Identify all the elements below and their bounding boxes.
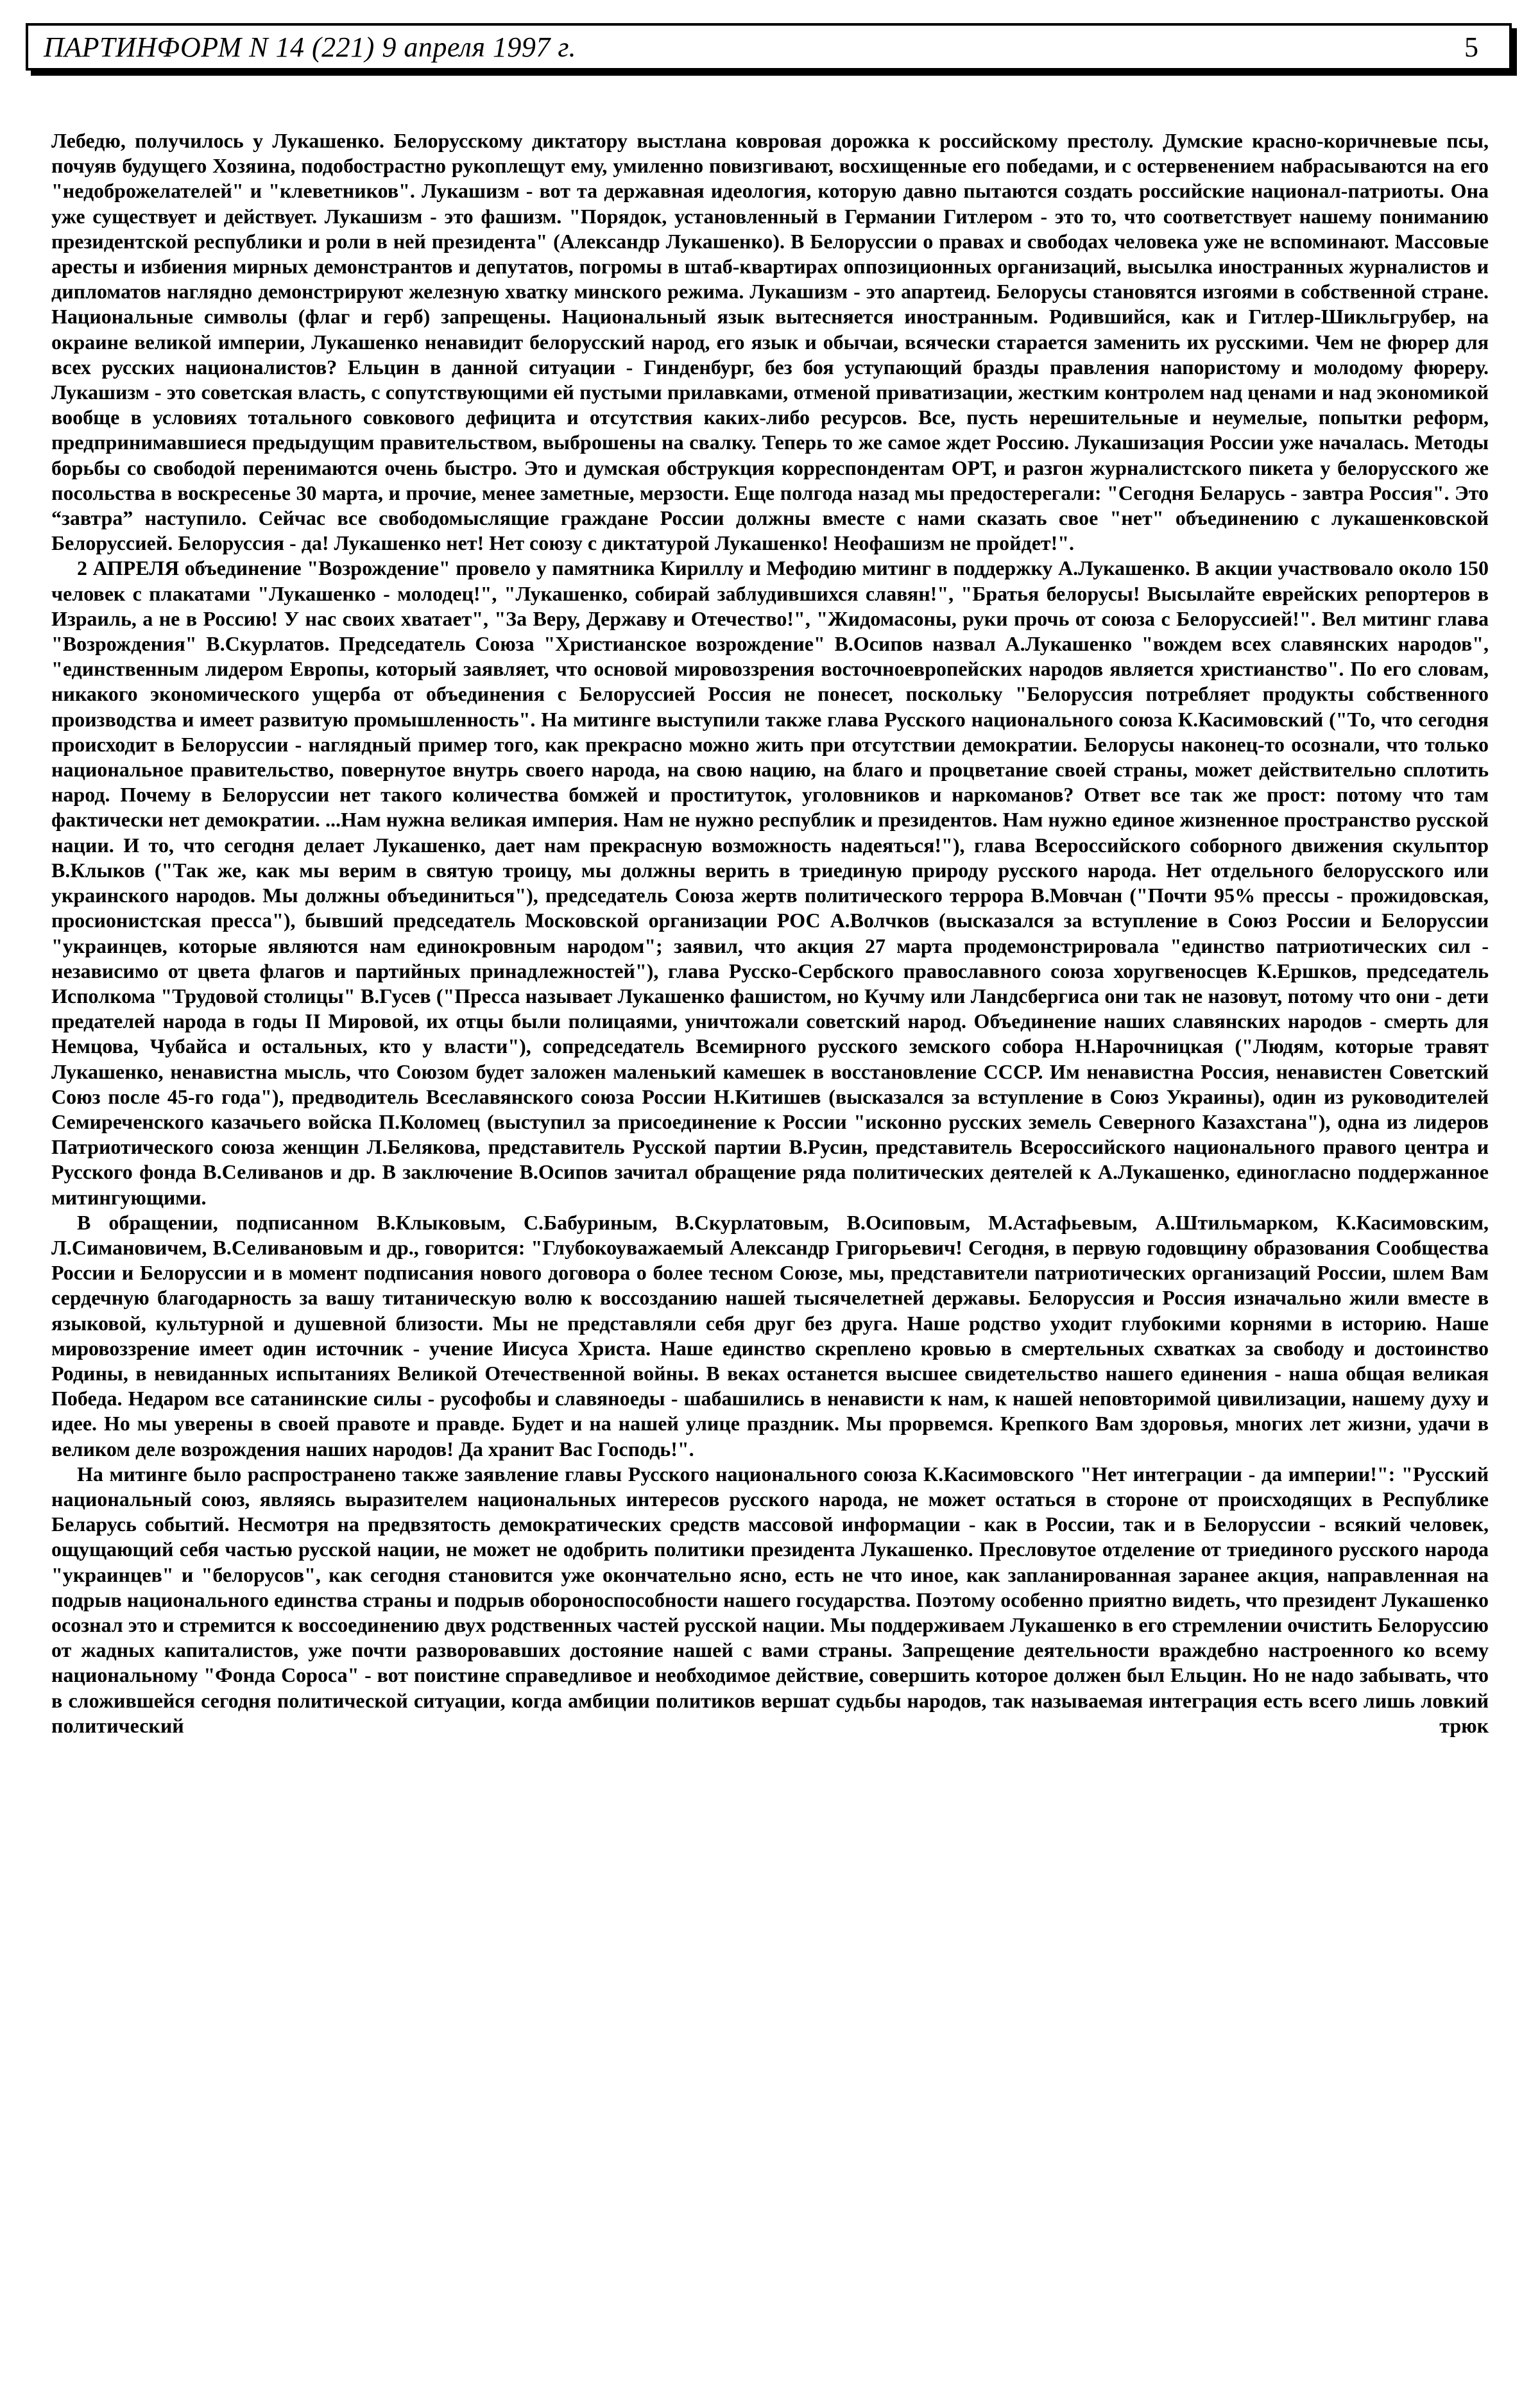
newspaper-title: ПАРТИНФОРМ N 14 (221) 9 апреля 1997 г. <box>44 31 576 63</box>
article-paragraph: В обращении, подписанном В.Клыковым, С.Бабуриным, В.Скурлатовым, В.Осиповым, М.Астафьевым, А.Штильмарком, К.Касимовским, Л.Симановичем, В.Селивановым и др., говорится: "Глубокоуважаемый Александр Григорьевич! Сегодня, в первую годовщину образования Сообщества России и Белоруссии и в момент подписания нового договора о более тесном Союзе, мы, представители патриотических организаций России, шлем Вам сердечную благодарность за вашу титаническую волю к воссозданию нашей тысячелетней державы. Белоруссия и Россия изначально жили вместе в языковой, культурной и душевной близости. Мы не представляли себя друг без друга. Наше родство уходит глубокими корнями в историю. Наше мировоззрение имеет один источник - учение Иисуса Христа. Наше единство скреплено кровью в смертельных схватках за свободу и достоинство Родины, в невиданных испытаниях Великой Отечественной войны. В веках останется высшее свидетельство нашего единения - наша общая великая Победа. Недаром все сатанинские силы - русофобы и славяноеды - шабашились в ненависти к нам, к нашей неповторимой цивилизации, нашему духу и идее. Но мы уверены в своей правоте и правде. Будет и на нашей улице праздник. Мы прорвемся. Крепкого Вам здоровья, многих лет жизни, удачи в великом деле возрождения наших народов! Да хранит Вас Господь!". <box>51 1210 1489 1461</box>
article-body <box>51 128 1489 2336</box>
article-paragraph: На митинге было распространено также заявление главы Русского национального союза К.Касимовского "Нет интеграции - да империи!": "Русский национальный союз, являясь выразителем национальных интересов русского народа, не может остаться в стороне от происходящих в Республике Беларусь событий. Несмотря на предвзятость демократических средств массовой информации - как в России, так и в Белоруссии - всякий человек, ощущающий себя частью русской нации, не может не одобрить политики президента Лукашенко. Пресловутое отделение от триединого русского народа "украинцев" и "белорусов", как сегодня становится уже окончательно ясно, есть не что иное, как запланированная заранее акция, направленная на подрыв национального единства страны и подрыв обороноспособности нашего государства. Поэтому особенно приятно видеть, что президент Лукашенко осознал это и стремится к воссоединению двух родственных частей русской нации. Мы поддерживаем Лукашенко в его стремлении очистить Белоруссию от жадных капиталистов, уже почти разворовавших достояние нашей с вами страны. Запрещение деятельности враждебно настроенного ко всему национальному "Фонда Сороса" - вот поистине справедливое и необходимое действие, совершить которое должен был Ельцин. Но не надо забывать, что в сложившейся сегодня политической ситуации, когда амбиции политиков вершат судьбы народов, так называемая интеграция есть всего лишь ловкий политический трюк <box>51 1462 1489 1737</box>
article-paragraph: Лебедю, получилось у Лукашенко. Белорусскому диктатору выстлана ковровая дорожка к российскому престолу. Думские красно-коричневые псы, почуяв будущего Хозяина, подобострастно рукоплещут ему, умиленно повизгивают, восхищенные его победами, и с остервенением набрасываются на его "недоброжелателей" и "клеветников". Лукашизм - вот та державная идеология, которую давно пытаются создать российские национал-патриоты. Она уже существует и действует. Лукашизм - это фашизм. "Порядок, установленный в Германии Гитлером - это то, что соответствует нашему пониманию президентской республики и роли в ней президента" (Александр Лукашенко). В Белоруссии о правах и свободах человека уже не вспоминают. Массовые аресты и избиения мирных демонстрантов и депутатов, погромы в штаб-квартирах оппозиционных организаций, высылка иностранных журналистов и дипломатов наглядно демонстрируют железную хватку минского режима. Лукашизм - это апартеид. Белорусы становятся изгоями в собственной стране. Национальные символы (флаг и герб) запрещены. Национальный язык вытесняется иностранным. Родившийся, как и Гитлер-Шикльгрубер, на окраине великой империи, Лукашенко ненавидит белорусский народ, его язык и обычаи, всячески старается заменить их русскими. Чем не фюрер для всех русских националистов? Ельцин в данной ситуации - Гинденбург, без боя уступающий бразды правления напористому и молодому фюреру. Лукашизм - это советская власть, с сопутствующими ей пустыми прилавками, отменой приватизации, жестким контролем над ценами и над экономикой вообще в условиях тотального совкового дефицита и отсутствия каких-либо ресурсов. Все, пусть нерешительные и неумелые, попытки реформ, предпринимавшиеся предыдущим правительством, выброшены на свалку. Теперь то же самое ждет Россию. Лукашизация России уже началась. Методы борьбы со свободой перенимаются очень быстро. Это и думская обструкция корреспондентам ОРТ, и разгон журналистского пикета у белорусского же посольства в воскресенье 30 марта, и прочие, менее заметные, мерзости. Еще полгода назад мы предостерегали: "Сегодня Беларусь - завтра Россия". Это “завтра” наступило. Сейчас все свободомыслящие граждане России должны вместе с нами сказать свое "нет" объединению с лукашенковской Белоруссией. Белоруссия - да! Лукашенко нет! Нет союзу с диктатурой Лукашенко! Неофашизм не пройдет!". <box>51 129 1489 555</box>
article-paragraph: 2 АПРЕЛЯ объединение "Возрождение" провело у памятника Кириллу и Мефодию митинг в поддержку А.Лукашенко. В акции участвовало около 150 человек с плакатами "Лукашенко - молодец!", "Лукашенко, собирай заблудившихся славян!", "Братья белорусы! Высылайте еврейских репортеров в Израиль, а не в Россию! У нас своих хватает", "За Веру, Державу и Отечество!", "Жидомасоны, руки прочь от союза с Белоруссией!". Вел митинг глава "Возрождения" В.Скурлатов. Председатель Союза "Христианское возрождение" В.Осипов назвал А.Лукашенко "вождем всех славянских народов", "единственным лидером Европы, который заявляет, что основой мировоззрения восточноевропейских народов является христианство". По его словам, никакого экономического ущерба от объединения с Белоруссией Россия не понесет, поскольку "Белоруссия потребляет продукты собственного производства и имеет развитую промышленность". На митинге выступили также глава Русского национального союза К.Касимовский ("То, что сегодня происходит в Белоруссии - наглядный пример того, как прекрасно можно жить при отсутствии демократии. Белорусы наконец-то осознали, что только национальное правительство, повернутое внутрь своего народа, на свою нацию, на благо и процветание своей страны, может действительно сплотить народ. Почему в Белоруссии нет такого количества бомжей и проституток, уголовников и наркоманов? Ответ все так же прост: потому что там фактически нет демократии. ...Нам нужна великая империя. Нам не нужно республик и президентов. Нам нужно единое жизненное пространство русской нации. И то, что сегодня делает Лукашенко, дает нам прекрасную возможность надеяться!"), глава Всероссийского соборного движения скульптор В.Клыков ("Так же, как мы верим в святую троицу, мы должны верить в триединую природу русского народа. Нет отдельного белорусского или украинского народов. Мы должны объединиться"), председатель Союза жертв политического террора В.Мовчан ("Почти 95% прессы - прожидовская, просионистская пресса"), бывший председатель Московской организации РОС А.Волчков (высказался за вступление в Союз России и Белоруссии "украинцев, которые являются нам единокровным народом"; заявил, что акция 27 марта продемонстрировала "единство патриотических сил - независимо от цвета флагов и партийных принадлежностей"), глава Русско-Сербского православного союза хоругвеносцев К.Ершков, председатель Исполкома "Трудовой столицы" В.Гусев ("Пресса называет Лукашенко фашистом, но Кучму или Ландсбергиса они так не назовут, потому что они - дети предателей народа в годы II Мировой, их отцы были полицаями, уничтожали советский народ. Объединение наших славянских народов - смерть для Немцова, Чубайса и остальных, кто у власти"), сопредседатель Всемирного русского земского собора Н.Нарочницкая ("Людям, которые травят Лукашенко, ненавистна мысль, что Союзом будет заложен маленький камешек в восстановление СССР. Им ненавистна Россия, ненавистен Советский Союз после 45-го года"), предводитель Всеславянского союза России Н.Китишев (высказался за вступление в Союз Украины), один из руководителей Семиреченского казачьего войска П.Коломец (выступил за присоединение к России "исконно русских земель Северного Казахстана"), одна из лидеров Патриотического союза женщин Л.Белякова, представитель Русской партии В.Русин, представитель Всероссийского национального правого центра и Русского фонда В.Селиванов и др. В заключение В.Осипов зачитал обращение ряда политических деятелей к А.Лукашенко, единогласно поддержанное митингующими. <box>51 556 1489 1209</box>
page-number: 5 <box>1464 31 1478 63</box>
page-header <box>26 23 1512 71</box>
